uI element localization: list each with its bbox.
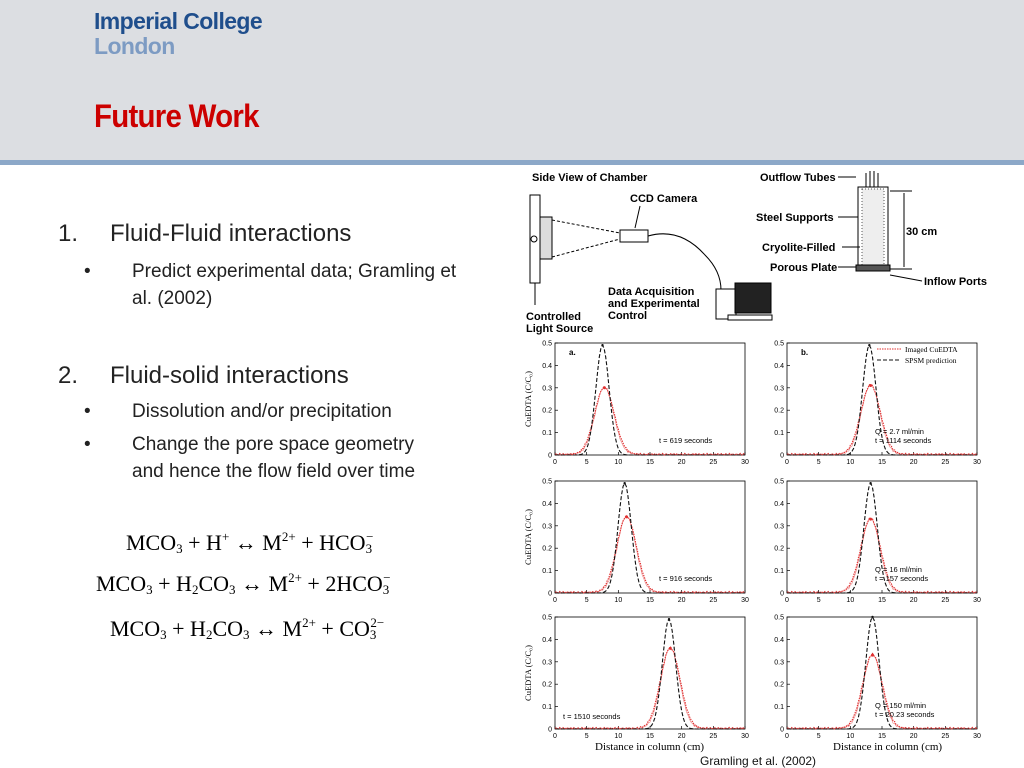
x-tick-label: 5 — [584, 733, 589, 740]
plot-frame — [555, 481, 745, 593]
x-tick-label: 10 — [846, 459, 855, 466]
inflow-pointer — [890, 275, 922, 281]
panel-letter: b. — [801, 348, 809, 357]
y-tick-label: 0.4 — [542, 636, 552, 644]
bullet-dot: • — [84, 401, 91, 422]
spsm-prediction-line — [555, 483, 745, 593]
x-tick-label: 20 — [909, 733, 918, 740]
x-tick-label: 30 — [741, 597, 749, 604]
light-source-line1: Controlled — [526, 311, 581, 323]
y-tick-label: 0 — [780, 590, 784, 598]
predicted-peak-point — [871, 616, 873, 618]
chart-panel-6 — [774, 615, 981, 741]
y-tick-label: 0 — [548, 726, 552, 734]
y-tick-label: 0.3 — [542, 523, 552, 531]
predicted-peak-point — [668, 618, 670, 620]
predicted-peak-point — [868, 344, 870, 346]
y-tick-label: 0.3 — [542, 385, 552, 393]
equation-3: $MCO_3 + H_2CO_3$ ↔ $M^{2+} + CO_3^{2-}$ — [110, 615, 385, 642]
x-tick-label: 0 — [785, 459, 789, 466]
y-tick-label: 0.2 — [774, 545, 784, 553]
y-tick-label: 0.5 — [774, 340, 784, 348]
y-tick-label: 0.5 — [542, 340, 552, 348]
light-source-line2: Light Source — [526, 323, 594, 335]
y-tick-label: 0.3 — [774, 385, 784, 393]
panel-annotation: Q = 2.7 ml/min — [875, 427, 924, 436]
x-tick-label: 25 — [941, 597, 950, 604]
y-tick-label: 0.3 — [542, 659, 552, 667]
y-tick-label: 0.2 — [774, 407, 784, 415]
x-tick-label: 5 — [816, 459, 821, 466]
computer-keyboard — [728, 315, 772, 320]
imperial-college-logo — [94, 9, 262, 59]
y-tick-label: 0.5 — [542, 478, 552, 486]
breakthrough-curves — [515, 333, 995, 753]
x-tick-label: 0 — [553, 597, 557, 604]
outflow-tubes-label: Outflow Tubes — [760, 172, 836, 184]
x-tick-label: 15 — [646, 733, 654, 740]
chart-panel-3 — [523, 479, 749, 605]
y-tick-label: 0.5 — [774, 614, 784, 622]
data-acq-line3: Control — [608, 310, 648, 322]
y-tick-label: 0.3 — [774, 523, 784, 531]
x-tick-label: 30 — [973, 733, 981, 740]
x-tick-label: 10 — [614, 597, 623, 604]
x-tick-label: 5 — [816, 733, 821, 740]
y-tick-label: 0.1 — [542, 568, 552, 576]
x-tick-label: 25 — [709, 459, 718, 466]
y-tick-label: 0.4 — [774, 362, 784, 370]
y-axis-label: CuEDTA (C/C₀) — [523, 645, 533, 701]
list-number: 1. — [58, 220, 79, 247]
porous-plate-label: Porous Plate — [770, 262, 838, 274]
chart-panel-5 — [523, 615, 749, 741]
y-tick-label: 0.4 — [542, 500, 552, 508]
y-tick-label: 0.1 — [774, 568, 784, 576]
bullet-text: Change the pore space geometry and hence the flow field over time — [132, 434, 416, 482]
imaged-cuedta-line — [555, 386, 745, 455]
computer-monitor — [735, 283, 771, 313]
x-tick-label: 5 — [584, 459, 589, 466]
view-line-top — [552, 220, 620, 233]
y-tick-label: 0.5 — [774, 478, 784, 486]
chart-panel-4 — [774, 479, 981, 605]
x-tick-label: 30 — [741, 459, 749, 466]
side-view-label: Side View of Chamber — [532, 172, 648, 184]
logo-line-2: London — [94, 33, 175, 59]
y-tick-label: 0.4 — [774, 636, 784, 644]
imaged-peak-point — [871, 654, 874, 657]
panel-annotation: Q = 16 ml/min — [875, 565, 922, 574]
inflow-ports-label: Inflow Ports — [924, 276, 987, 288]
predicted-peak-point — [623, 482, 625, 484]
x-tick-label: 25 — [709, 733, 718, 740]
x-tick-label: 5 — [816, 597, 821, 604]
spsm-prediction-line — [555, 345, 745, 455]
data-acq-line2: and Experimental — [608, 298, 700, 310]
list-heading: Fluid-solid interactions — [110, 362, 349, 389]
x-tick-label: 10 — [614, 733, 623, 740]
imaged-peak-point — [669, 647, 672, 650]
predicted-peak-point — [869, 482, 871, 484]
y-tick-label: 0.2 — [542, 407, 552, 415]
imaged-peak-point — [869, 384, 872, 387]
y-tick-label: 0.1 — [774, 704, 784, 712]
panel-annotation: t = 1510 seconds — [563, 712, 621, 721]
list-number: 2. — [58, 362, 79, 389]
imaged-cuedta-line — [555, 515, 745, 593]
x-axis-label-left: Distance in column (cm) — [595, 741, 705, 753]
panel-annotation: Q = 150 ml/min — [875, 701, 927, 710]
x-tick-label: 20 — [677, 459, 686, 466]
y-tick-label: 0.2 — [542, 545, 552, 553]
camera-body — [620, 230, 648, 242]
panel-letter: a. — [569, 348, 576, 357]
y-tick-label: 0 — [548, 452, 552, 460]
equation-1: $MCO_3 + H^+$ ↔ $M^{2+} + HCO_3^-$ — [126, 529, 374, 556]
x-tick-label: 25 — [941, 459, 950, 466]
x-tick-label: 10 — [614, 459, 623, 466]
bullet-text: Dissolution and/or precipitation — [132, 401, 392, 422]
x-tick-label: 10 — [846, 733, 855, 740]
y-tick-label: 0 — [780, 452, 784, 460]
panel-annotation: t = 20.23 seconds — [875, 710, 935, 719]
x-tick-label: 30 — [741, 733, 749, 740]
legend-label-spsm: SPSM prediction — [905, 356, 957, 365]
x-tick-label: 15 — [646, 459, 654, 466]
bullet-text: Predict experimental data; Gramling et al. (2002) — [132, 261, 457, 309]
figure-caption: Gramling et al. (2002) — [700, 754, 817, 768]
equation-2: $MCO_3 + H_2CO_3$ ↔ $M^{2+} + 2HCO_3^-$ — [96, 570, 391, 597]
y-tick-label: 0.1 — [774, 430, 784, 438]
logo-line-1: Imperial College — [94, 8, 263, 34]
bullet-dot: • — [84, 434, 91, 455]
outflow-tubes — [866, 171, 878, 187]
x-tick-label: 15 — [646, 597, 654, 604]
y-tick-label: 0.1 — [542, 704, 552, 712]
y-axis-label: CuEDTA (C/C₀) — [523, 371, 533, 427]
height-label: 30 cm — [906, 226, 938, 238]
imaged-cuedta-line — [555, 515, 745, 593]
x-tick-label: 30 — [973, 597, 981, 604]
panel-annotation: t = 619 seconds — [659, 436, 713, 445]
x-tick-label: 5 — [584, 597, 589, 604]
y-tick-label: 0.2 — [542, 681, 552, 689]
y-tick-label: 0.4 — [774, 500, 784, 508]
x-tick-label: 20 — [909, 459, 918, 466]
predicted-peak-point — [601, 344, 603, 346]
y-tick-label: 0.2 — [774, 681, 784, 689]
y-tick-label: 0.5 — [542, 614, 552, 622]
y-tick-label: 0.3 — [774, 659, 784, 667]
x-tick-label: 20 — [909, 597, 918, 604]
y-tick-label: 0.1 — [542, 430, 552, 438]
chart-panel-1 — [523, 341, 749, 467]
chart-panel-2 — [774, 341, 981, 467]
x-tick-label: 0 — [553, 459, 557, 466]
panel-annotation: t = 916 seconds — [659, 574, 713, 583]
x-tick-label: 25 — [709, 597, 718, 604]
plot-frame — [555, 343, 745, 455]
panel-annotation: t = 157 seconds — [875, 574, 929, 583]
list-heading: Fluid-Fluid interactions — [110, 220, 352, 247]
imaged-cuedta-line — [555, 386, 745, 455]
steel-supports-label: Steel Supports — [756, 212, 834, 224]
experiment-schematic — [520, 165, 992, 340]
x-tick-label: 15 — [878, 733, 886, 740]
x-tick-label: 0 — [785, 597, 789, 604]
imaged-peak-point — [869, 518, 872, 521]
x-tick-label: 30 — [973, 459, 981, 466]
porous-plate — [856, 265, 890, 271]
x-axis-label-right: Distance in column (cm) — [833, 741, 943, 753]
y-axis-label: CuEDTA (C/C₀) — [523, 509, 533, 565]
y-tick-label: 0.4 — [542, 362, 552, 370]
imaged-peak-point — [625, 515, 628, 518]
bullet-dot: • — [84, 261, 91, 282]
ccd-camera-label: CCD Camera — [630, 193, 698, 205]
slide-title: Future Work — [94, 98, 259, 134]
x-tick-label: 0 — [553, 733, 557, 740]
y-tick-label: 0 — [780, 726, 784, 734]
chamber-window — [540, 217, 552, 259]
x-tick-label: 25 — [941, 733, 950, 740]
camera-pointer — [635, 206, 640, 228]
data-acq-line1: Data Acquisition — [608, 286, 695, 298]
legend-label-imaged: Imaged CuEDTA — [905, 345, 958, 354]
x-tick-label: 0 — [785, 733, 789, 740]
y-tick-label: 0 — [548, 590, 552, 598]
column-fill — [862, 189, 884, 265]
x-tick-label: 20 — [677, 733, 686, 740]
panel-annotation: t = 1114 seconds — [875, 436, 932, 445]
x-tick-label: 15 — [878, 459, 886, 466]
x-tick-label: 10 — [846, 597, 855, 604]
x-tick-label: 15 — [878, 597, 886, 604]
cryolite-label: Cryolite-Filled — [762, 242, 836, 254]
x-tick-label: 20 — [677, 597, 686, 604]
view-line-bottom — [552, 239, 620, 257]
imaged-peak-point — [603, 386, 606, 389]
